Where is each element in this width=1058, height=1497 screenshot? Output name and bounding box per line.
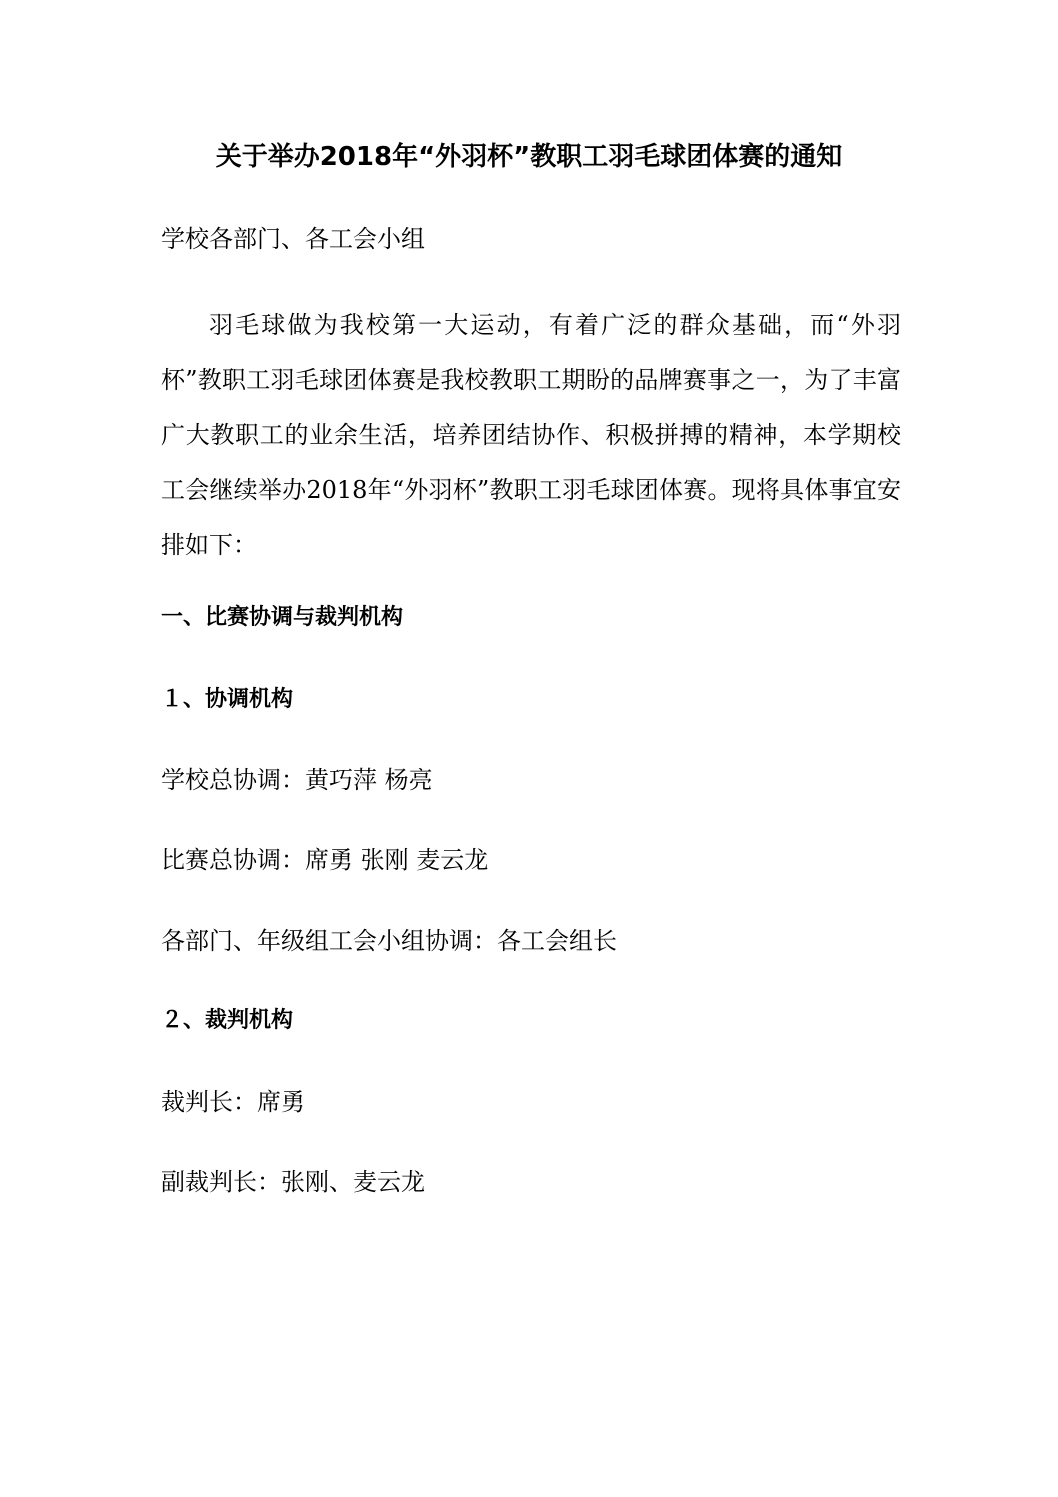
chief-referee-line: 裁判长：席勇 xyxy=(161,1088,305,1116)
section-1-heading: 一、比赛协调与裁判机构 xyxy=(161,605,404,630)
intro-paragraph: 羽毛球做为我校第一大运动，有着广泛的群众基础，而“外羽杯”教职工羽毛球团体赛是我校教职工期盼的品牌赛事之一，为了丰富广大教职工的业余生活，培养团结协作、积极拼搏的精神，本学期校工会继续举办2018年“外羽杯”教职工羽毛球团体赛。现将具体事宜安排如下： xyxy=(161,311,901,559)
group-coordinator-line: 各部门、年级组工会小组协调：各工会组长 xyxy=(161,927,617,955)
match-coordinator-line: 比赛总协调：席勇 张刚 麦云龙 xyxy=(161,846,489,874)
document-title: 关于举办2018年“外羽杯”教职工羽毛球团体赛的通知 xyxy=(215,142,843,172)
deputy-referee-line: 副裁判长：张刚、麦云龙 xyxy=(161,1168,425,1196)
school-coordinator-line: 学校总协调：黄巧萍 杨亮 xyxy=(161,766,433,794)
salutation: 学校各部门、各工会小组 xyxy=(161,225,425,253)
subsection-referee-heading: ２、裁判机构 xyxy=(161,1008,294,1033)
subsection-coordination-heading: １、协调机构 xyxy=(161,687,294,712)
